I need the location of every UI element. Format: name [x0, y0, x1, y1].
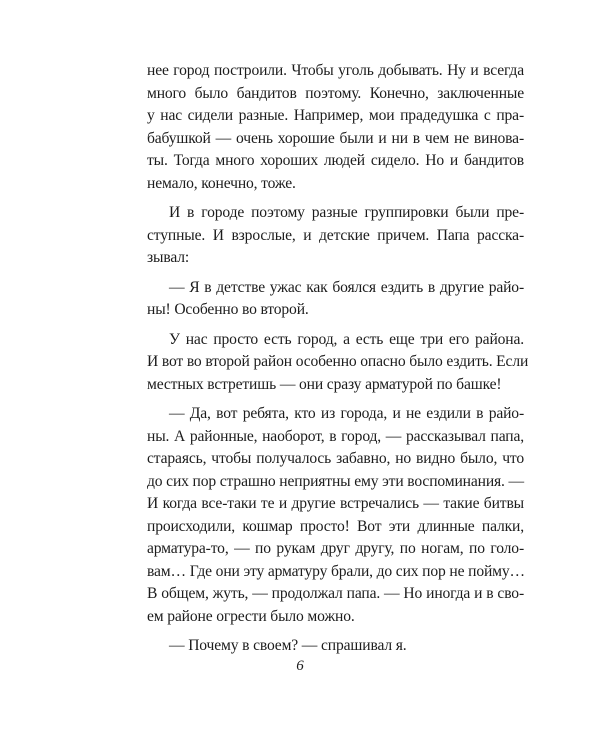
- text-line: У нас просто есть город, а есть еще три его района.: [169, 330, 524, 348]
- paragraph: [147, 329, 529, 397]
- text-line: стараясь, чтобы получалось забавно, но видно было, что: [147, 450, 524, 467]
- body-text: [147, 60, 529, 658]
- text-line: арматура-то, — по рукам друг другу, по ногам, по голо-: [147, 540, 524, 557]
- text-line: у нас сидели разные. Например, мои прадедушка с пра-: [147, 107, 524, 124]
- text-line: ем районе огрести было можно.: [147, 607, 355, 625]
- text-line: вам… Где они эту арматуру брали, до сих пор не пойму…: [147, 562, 525, 580]
- text-line: И вот во второй район особенно опасно было ездить. Если: [147, 353, 529, 370]
- text-line: до сих пор страшно неприятны ему эти воспоминания. —: [147, 472, 524, 490]
- text-line: — Почему в своем? — спрашивал я.: [169, 637, 407, 654]
- paragraph: [147, 202, 524, 270]
- paragraph: [147, 277, 524, 322]
- paragraph: [147, 403, 524, 628]
- text-line: В общем, жуть, — продолжал папа. — Но иногда и в сво-: [147, 585, 524, 602]
- text-line: много было бандитов поэтому. Конечно, заключенные: [147, 84, 524, 102]
- text-line: — Я в детстве ужас как боялся ездить в другие райо-: [169, 278, 524, 296]
- text-line: — Да, вот ребята, кто из города, и не ездили в райо-: [169, 405, 524, 422]
- text-line: И когда все-таки те и другие встречались — такие битвы: [147, 495, 524, 512]
- text-line: И в городе поэтому разные группировки были пре-: [169, 204, 524, 221]
- text-line: происходили, кошмар просто! Вот эти длинные палки,: [147, 517, 524, 535]
- text-line: немало, конечно, тоже.: [147, 174, 296, 192]
- text-line: местных встретишь — они сразу арматурой по башке!: [147, 375, 502, 393]
- text-line: бабушкой — очень хорошие были и ни в чем не винова-: [147, 129, 524, 147]
- text-line: ступные. И взрослые, и детские причем. Папа расска-: [147, 226, 524, 244]
- text-line: ны. А районные, наоборот, в город, — рассказывал папа,: [147, 427, 524, 445]
- text-line: нее город построили. Чтобы уголь добывать. Ну и всегда: [147, 62, 524, 79]
- text-line: ты. Тогда много хороших людей сидело. Но и бандитов: [147, 152, 524, 169]
- text-line: ны! Особенно во второй.: [147, 301, 309, 318]
- text-line: зывал:: [147, 249, 190, 266]
- page-number: 6: [296, 658, 304, 674]
- paragraph: [147, 60, 524, 195]
- paragraph: [147, 635, 524, 658]
